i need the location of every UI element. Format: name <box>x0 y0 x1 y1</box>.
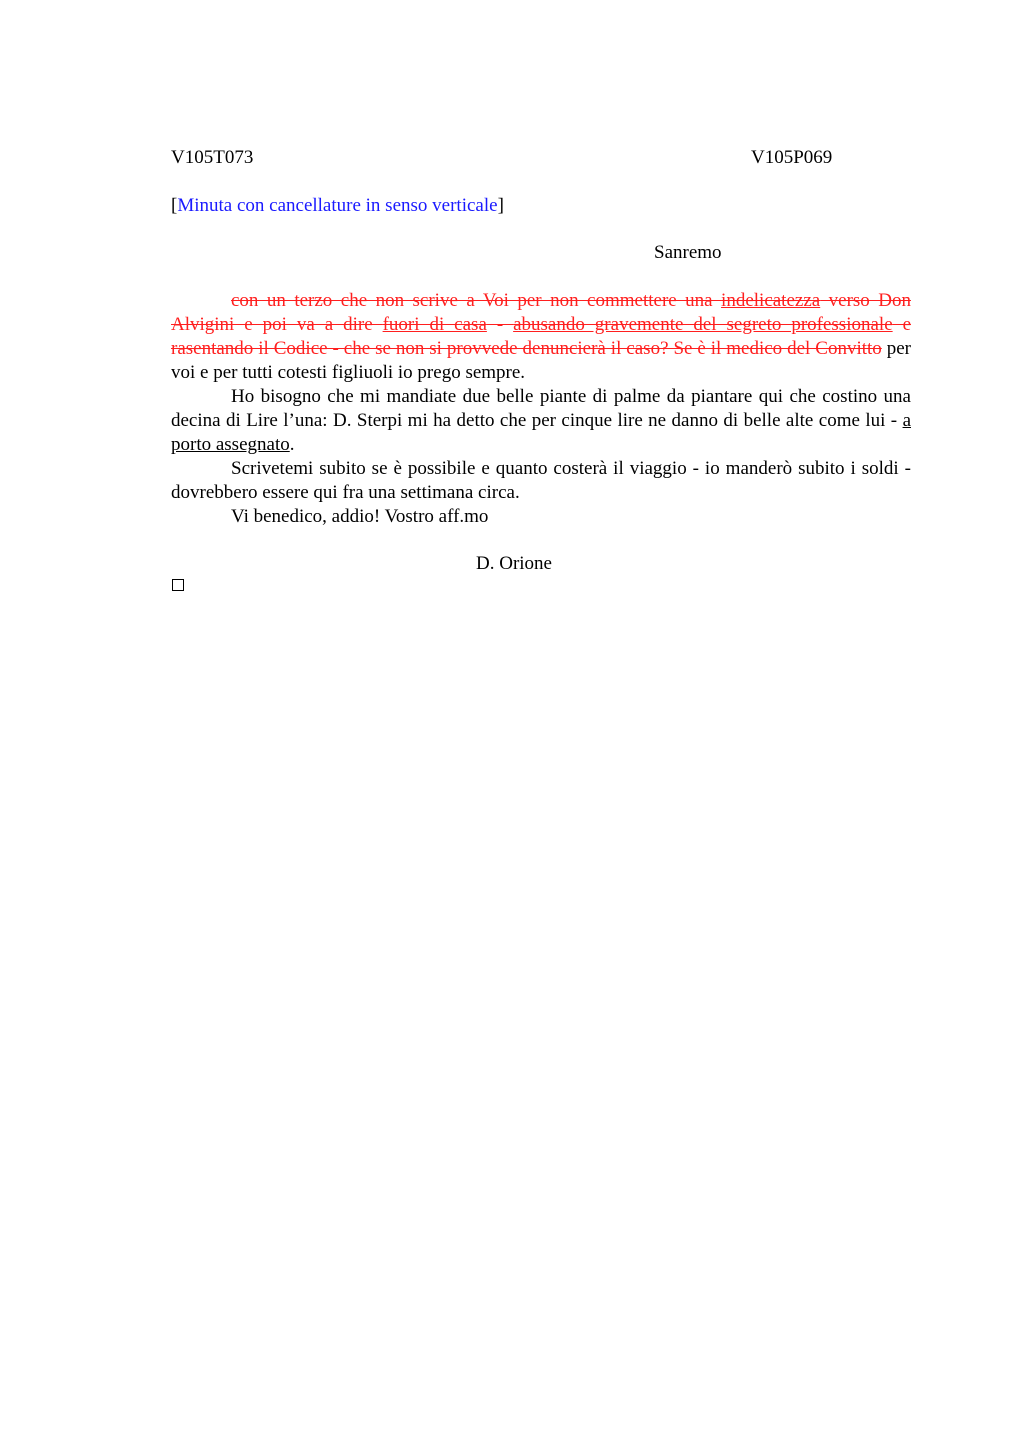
document-page <box>171 146 911 576</box>
underlined-text: a porto assegnato <box>171 410 911 455</box>
note-text: Minuta con cancellature in senso verticale <box>177 195 498 216</box>
deleted-text: con un terzo che non scrive a Voi per non commettere una <box>231 290 722 311</box>
paragraph-end: . <box>289 434 295 455</box>
document-code-right: V105P069 <box>751 147 833 168</box>
paragraph-4 <box>171 505 911 529</box>
deleted-text: - <box>486 314 514 335</box>
paragraph-2 <box>171 385 911 457</box>
paragraph-1 <box>171 289 911 385</box>
document-header <box>171 146 911 170</box>
note-close-bracket: ] <box>497 195 504 216</box>
signature: D. Orione <box>476 553 552 574</box>
deleted-underlined-text: indelicatezza <box>721 290 821 311</box>
deleted-text: e rasentando il Codice - che se non si provvede denuncierà il caso? Se è il medico del Convitto <box>171 314 911 359</box>
paragraph-text: Scrivetemi subito se è possibile e quanto costerà il viaggio - io manderò subito i soldi - dovrebbero essere qui fra una settimana circa. <box>171 458 911 503</box>
note-open-bracket: [ <box>171 195 178 216</box>
paragraph-text: per voi e per tutti cotesti figliuoli io prego sempre. <box>171 338 911 383</box>
document-code-left: V105T073 <box>171 147 254 168</box>
deleted-text: verso Don Alvigini e poi va a dire <box>171 290 911 335</box>
letter-body <box>171 289 911 529</box>
editorial-note <box>171 194 911 218</box>
deleted-underlined-text: fuori di casa <box>382 314 487 335</box>
paragraph-3 <box>171 457 911 505</box>
paragraph-text: Ho bisogno che mi mandiate due belle piante di palme da piantare qui che costino una decina di Lire l’una: D. Sterpi mi ha detto che per cinque lire ne danno di belle alte come lui - <box>171 386 911 431</box>
paragraph-text: Vi benedico, addio! Vostro aff.mo <box>231 506 489 527</box>
place-name: Sanremo <box>654 242 722 263</box>
end-marker-box <box>172 579 184 591</box>
deleted-underlined-text: abusando gravemente del segreto professionale <box>513 314 893 335</box>
